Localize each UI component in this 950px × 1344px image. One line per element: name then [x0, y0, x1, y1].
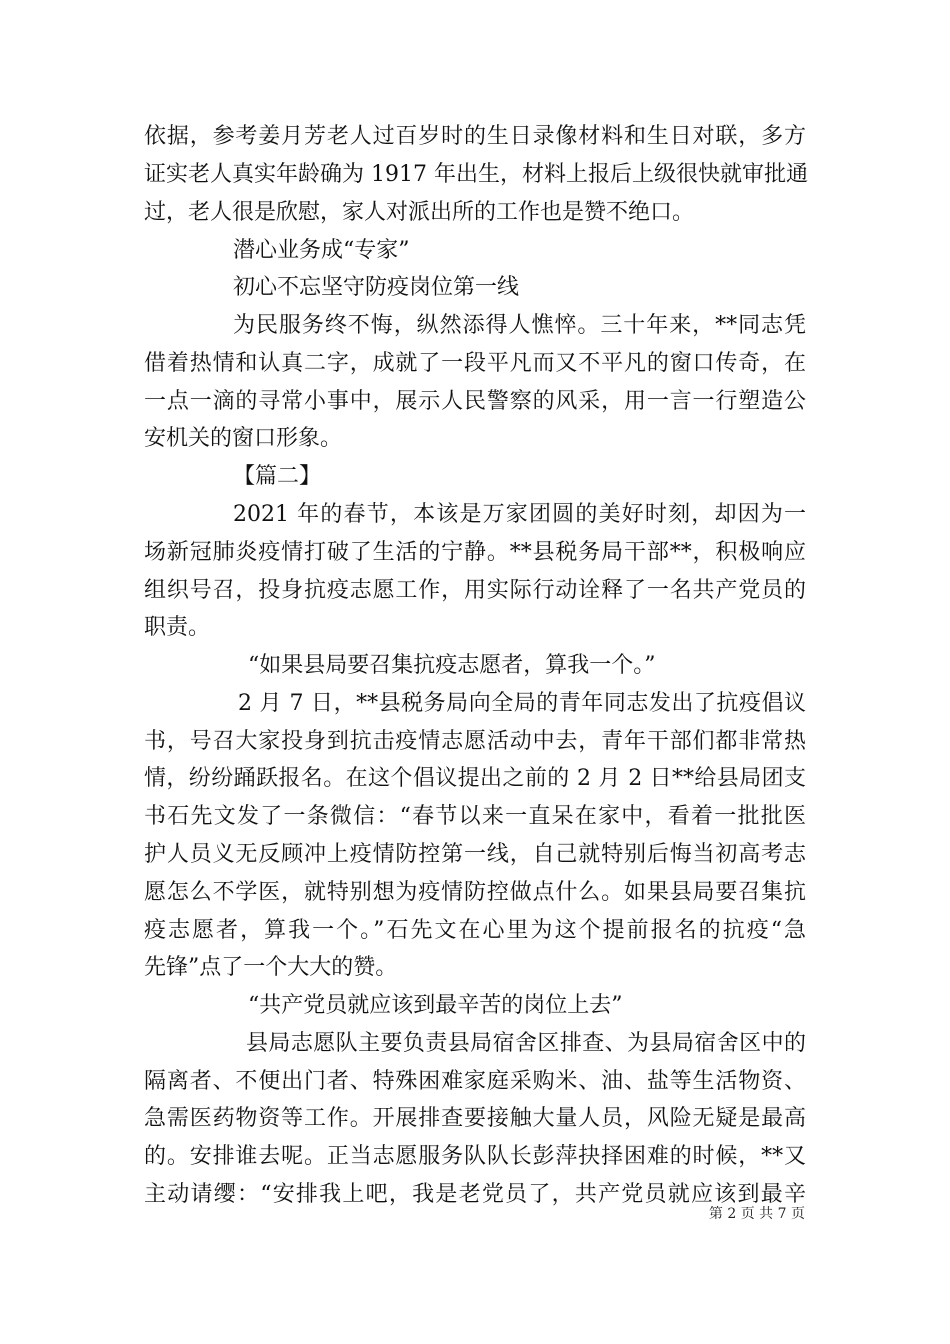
- text-line: 主动请缨：“安排我上吧，我是老党员了，共产党员就应该到最辛: [144, 1182, 806, 1207]
- text-line: 依据，参考姜月芳老人过百岁时的生日录像材料和生日对联，多方: [144, 124, 806, 149]
- text-line: 隔离者、不便出门者、特殊困难家庭采购米、油、盐等生活物资、: [144, 1069, 806, 1094]
- subheading: 潜心业务成“专家”: [233, 238, 410, 263]
- quote-heading: “共产党员就应该到最辛苦的岗位上去”: [248, 993, 623, 1018]
- text-line: 书石先文发了一条微信：“春节以来一直呆在家中，看着一批批医: [144, 804, 806, 829]
- subheading: 初心不忘坚守防疫岗位第一线: [233, 275, 520, 300]
- text-line: 县局志愿队主要负责县局宿舍区排查、为县局宿舍区中的: [246, 1031, 806, 1056]
- text-line: 安机关的窗口形象。: [144, 426, 343, 451]
- text-line: 先锋”点了一个大大的赞。: [144, 955, 398, 980]
- text-line: 护人员义无反顾冲上疫情防控第一线，自己就特别后悔当初高考志: [144, 842, 806, 867]
- text-line: 过，老人很是欣慰，家人对派出所的工作也是赞不绝口。: [144, 200, 695, 225]
- section-heading: 【篇二】: [233, 464, 322, 489]
- page-number: 第 2 页 共 7 页: [708, 1206, 805, 1222]
- text-line: 场新冠肺炎疫情打破了生活的宁静。**县税务局干部**，积极响应: [144, 540, 806, 565]
- text-line: 借着热情和认真二字，成就了一段平凡而又不平凡的窗口传奇，在: [144, 351, 806, 376]
- text-line: 2 月 7 日，**县税务局向全局的青年同志发出了抗疫倡议: [238, 691, 806, 716]
- text-line: 疫志愿者，算我一个。”石先文在心里为这个提前报名的抗疫“急: [144, 918, 806, 943]
- text-line: 书，号召大家投身到抗击疫情志愿活动中去，青年干部们都非常热: [144, 729, 806, 754]
- text-line: 为民服务终不悔，纵然添得人憔悴。三十年来，**同志凭: [233, 313, 806, 338]
- text-line: 的。安排谁去呢。正当志愿服务队队长彭萍抉择困难的时候，**又: [144, 1144, 806, 1169]
- text-line: 2021 年的春节，本该是万家团圆的美好时刻，却因为一: [233, 502, 806, 527]
- text-line: 愿怎么不学医，就特别想为疫情防控做点什么。如果县局要召集抗: [144, 880, 806, 905]
- text-line: 证实老人真实年龄确为 1917 年出生，材料上报后上级很快就审批通: [144, 162, 808, 187]
- text-line: 职责。: [144, 615, 211, 640]
- text-line: 急需医药物资等工作。开展排查要接触大量人员，风险无疑是最高: [144, 1106, 806, 1131]
- text-line: 情，纷纷踊跃报名。在这个倡议提出之前的 2 月 2 日**给县局团支: [144, 766, 807, 791]
- quote-heading: “如果县局要召集抗疫志愿者，算我一个。”: [248, 653, 656, 678]
- text-line: 一点一滴的寻常小事中，展示人民警察的风采，用一言一行塑造公: [144, 389, 806, 414]
- text-line: 组织号召，投身抗疫志愿工作，用实际行动诠释了一名共产党员的: [144, 578, 806, 603]
